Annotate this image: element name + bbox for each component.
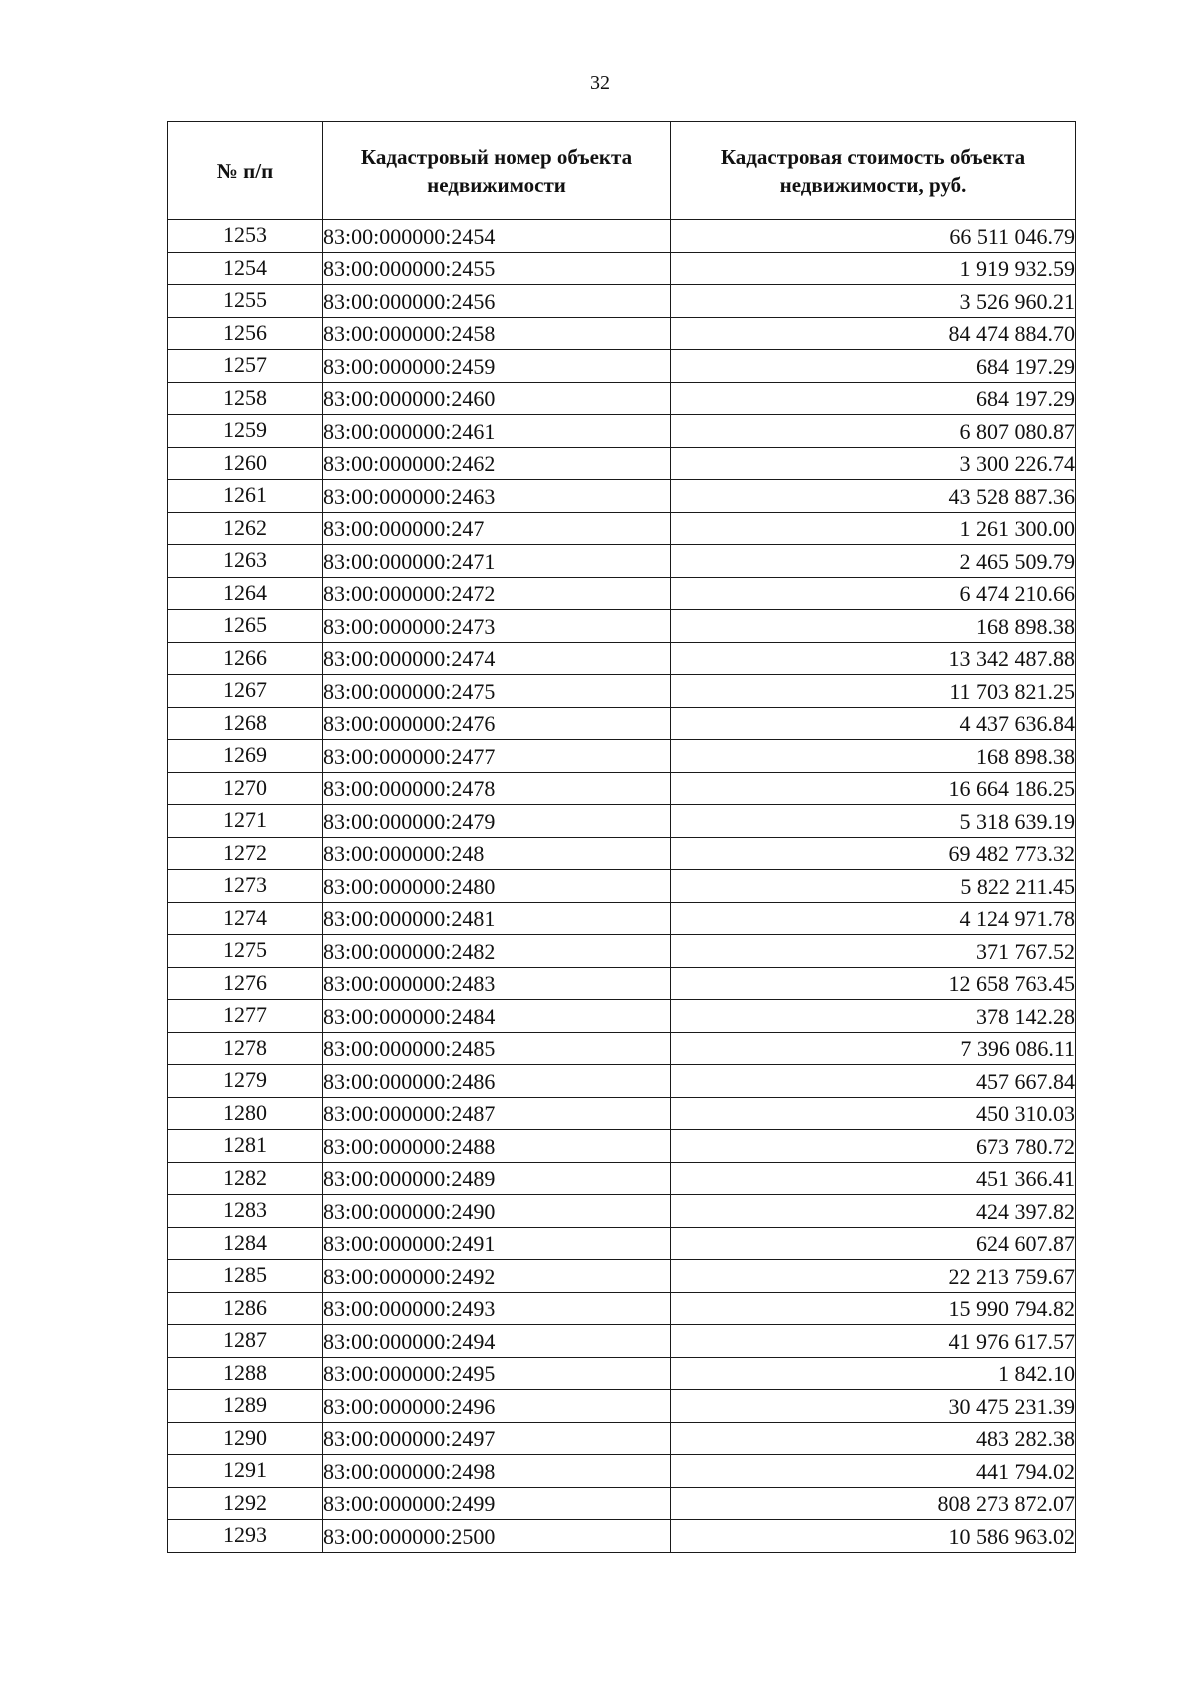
cadastral-number-cell: 83:00:000000:2496: [323, 1390, 671, 1423]
cadastral-value-cell: 10 586 963.02: [671, 1520, 1076, 1553]
table-row: [168, 1357, 1076, 1390]
table-row: [168, 480, 1076, 513]
table-row: [168, 610, 1076, 643]
row-number-cell: 1269: [168, 740, 323, 773]
cadastral-number-cell: 83:00:000000:2489: [323, 1162, 671, 1195]
row-number-cell: 1286: [168, 1292, 323, 1325]
cadastral-value-cell: 30 475 231.39: [671, 1390, 1076, 1423]
row-number-cell: 1264: [168, 577, 323, 610]
header-cadastral-value: Кадастровая стоимость объекта недвижимости, руб.: [671, 122, 1076, 220]
cadastral-number-cell: 83:00:000000:2483: [323, 967, 671, 1000]
header-number: № п/п: [168, 122, 323, 220]
table-row: [168, 1260, 1076, 1293]
row-number-cell: 1260: [168, 447, 323, 480]
cadastral-value-cell: 684 197.29: [671, 350, 1076, 383]
cadastral-number-cell: 83:00:000000:2461: [323, 415, 671, 448]
cadastral-number-cell: 83:00:000000:2478: [323, 772, 671, 805]
row-number-cell: 1254: [168, 252, 323, 285]
table-row: [168, 350, 1076, 383]
cadastral-number-cell: 83:00:000000:2459: [323, 350, 671, 383]
cadastral-number-cell: 83:00:000000:2455: [323, 252, 671, 285]
table-row: [168, 220, 1076, 253]
table-row: [168, 740, 1076, 773]
row-number-cell: 1288: [168, 1357, 323, 1390]
cadastral-value-cell: 84 474 884.70: [671, 317, 1076, 350]
table-row: [168, 1065, 1076, 1098]
table-row: [168, 870, 1076, 903]
row-number-cell: 1280: [168, 1097, 323, 1130]
header-cadastral-number: Кадастровый номер объекта недвижимости: [323, 122, 671, 220]
table-row: [168, 252, 1076, 285]
cadastral-number-cell: 83:00:000000:2490: [323, 1195, 671, 1228]
cadastral-value-cell: 13 342 487.88: [671, 642, 1076, 675]
row-number-cell: 1290: [168, 1422, 323, 1455]
cadastral-number-cell: 83:00:000000:2486: [323, 1065, 671, 1098]
row-number-cell: 1253: [168, 220, 323, 253]
cadastral-value-cell: 11 703 821.25: [671, 675, 1076, 708]
table-body: [168, 220, 1076, 1553]
row-number-cell: 1272: [168, 837, 323, 870]
row-number-cell: 1263: [168, 545, 323, 578]
cadastral-number-cell: 83:00:000000:2488: [323, 1130, 671, 1163]
cadastral-number-cell: 83:00:000000:2500: [323, 1520, 671, 1553]
cadastral-value-cell: 5 318 639.19: [671, 805, 1076, 838]
row-number-cell: 1275: [168, 935, 323, 968]
cadastral-value-cell: 43 528 887.36: [671, 480, 1076, 513]
row-number-cell: 1287: [168, 1325, 323, 1358]
row-number-cell: 1282: [168, 1162, 323, 1195]
table-row: [168, 837, 1076, 870]
cadastral-number-cell: 83:00:000000:2479: [323, 805, 671, 838]
cadastral-number-cell: 83:00:000000:2497: [323, 1422, 671, 1455]
table-header: [168, 122, 1076, 220]
row-number-cell: 1271: [168, 805, 323, 838]
row-number-cell: 1278: [168, 1032, 323, 1065]
cadastral-value-cell: 66 511 046.79: [671, 220, 1076, 253]
cadastral-value-cell: 3 526 960.21: [671, 285, 1076, 318]
cadastral-number-cell: 83:00:000000:2462: [323, 447, 671, 480]
cadastral-value-cell: 441 794.02: [671, 1455, 1076, 1488]
table-row: [168, 1487, 1076, 1520]
cadastral-number-cell: 83:00:000000:2474: [323, 642, 671, 675]
cadastral-value-cell: 16 664 186.25: [671, 772, 1076, 805]
row-number-cell: 1259: [168, 415, 323, 448]
row-number-cell: 1281: [168, 1130, 323, 1163]
cadastral-number-cell: 83:00:000000:2495: [323, 1357, 671, 1390]
table-row: [168, 1227, 1076, 1260]
cadastral-number-cell: 83:00:000000:2473: [323, 610, 671, 643]
row-number-cell: 1289: [168, 1390, 323, 1423]
table-row: [168, 1162, 1076, 1195]
row-number-cell: 1268: [168, 707, 323, 740]
cadastral-number-cell: 83:00:000000:2471: [323, 545, 671, 578]
table-row: [168, 707, 1076, 740]
row-number-cell: 1291: [168, 1455, 323, 1488]
table-row: [168, 1422, 1076, 1455]
table-row: [168, 772, 1076, 805]
cadastral-value-cell: 450 310.03: [671, 1097, 1076, 1130]
cadastral-number-cell: 83:00:000000:2482: [323, 935, 671, 968]
cadastral-number-cell: 83:00:000000:2480: [323, 870, 671, 903]
cadastral-number-cell: 83:00:000000:2487: [323, 1097, 671, 1130]
cadastral-value-cell: 7 396 086.11: [671, 1032, 1076, 1065]
cadastral-number-cell: 83:00:000000:2498: [323, 1455, 671, 1488]
table-row: [168, 1032, 1076, 1065]
cadastral-number-cell: 83:00:000000:2494: [323, 1325, 671, 1358]
cadastral-number-cell: 83:00:000000:2481: [323, 902, 671, 935]
cadastral-value-cell: 673 780.72: [671, 1130, 1076, 1163]
table-row: [168, 382, 1076, 415]
row-number-cell: 1276: [168, 967, 323, 1000]
cadastral-number-cell: 83:00:000000:247: [323, 512, 671, 545]
table-row: [168, 935, 1076, 968]
cadastral-value-cell: 1 842.10: [671, 1357, 1076, 1390]
cadastral-value-cell: 808 273 872.07: [671, 1487, 1076, 1520]
row-number-cell: 1258: [168, 382, 323, 415]
cadastral-value-cell: 4 437 636.84: [671, 707, 1076, 740]
row-number-cell: 1273: [168, 870, 323, 903]
table-row: [168, 1390, 1076, 1423]
cadastral-number-cell: 83:00:000000:2458: [323, 317, 671, 350]
cadastral-number-cell: 83:00:000000:2493: [323, 1292, 671, 1325]
row-number-cell: 1265: [168, 610, 323, 643]
cadastral-value-cell: 22 213 759.67: [671, 1260, 1076, 1293]
table-row: [168, 1520, 1076, 1553]
row-number-cell: 1279: [168, 1065, 323, 1098]
cadastral-value-cell: 15 990 794.82: [671, 1292, 1076, 1325]
cadastral-number-cell: 83:00:000000:2492: [323, 1260, 671, 1293]
table-row: [168, 545, 1076, 578]
table-row: [168, 577, 1076, 610]
cadastral-value-cell: 168 898.38: [671, 740, 1076, 773]
header-row: [168, 122, 1076, 220]
row-number-cell: 1262: [168, 512, 323, 545]
table-row: [168, 967, 1076, 1000]
cadastral-value-cell: 12 658 763.45: [671, 967, 1076, 1000]
cadastral-number-cell: 83:00:000000:2485: [323, 1032, 671, 1065]
cadastral-number-cell: 83:00:000000:2460: [323, 382, 671, 415]
table-row: [168, 1455, 1076, 1488]
table-row: [168, 1097, 1076, 1130]
page-number: 32: [590, 72, 610, 94]
row-number-cell: 1277: [168, 1000, 323, 1033]
row-number-cell: 1292: [168, 1487, 323, 1520]
cadastral-value-cell: 457 667.84: [671, 1065, 1076, 1098]
row-number-cell: 1293: [168, 1520, 323, 1553]
table-row: [168, 1195, 1076, 1228]
cadastral-number-cell: 83:00:000000:2456: [323, 285, 671, 318]
cadastral-number-cell: 83:00:000000:2475: [323, 675, 671, 708]
table-row: [168, 415, 1076, 448]
cadastral-number-cell: 83:00:000000:2477: [323, 740, 671, 773]
table-row: [168, 675, 1076, 708]
cadastral-value-cell: 424 397.82: [671, 1195, 1076, 1228]
cadastral-value-cell: 378 142.28: [671, 1000, 1076, 1033]
cadastral-value-table: [167, 121, 1076, 1553]
cadastral-value-cell: 168 898.38: [671, 610, 1076, 643]
cadastral-value-cell: 4 124 971.78: [671, 902, 1076, 935]
cadastral-value-cell: 483 282.38: [671, 1422, 1076, 1455]
table-row: [168, 902, 1076, 935]
cadastral-number-cell: 83:00:000000:248: [323, 837, 671, 870]
row-number-cell: 1266: [168, 642, 323, 675]
row-number-cell: 1255: [168, 285, 323, 318]
cadastral-number-cell: 83:00:000000:2491: [323, 1227, 671, 1260]
cadastral-number-cell: 83:00:000000:2484: [323, 1000, 671, 1033]
cadastral-value-cell: 684 197.29: [671, 382, 1076, 415]
table-row: [168, 447, 1076, 480]
table-row: [168, 285, 1076, 318]
row-number-cell: 1283: [168, 1195, 323, 1228]
table-row: [168, 1325, 1076, 1358]
cadastral-value-cell: 2 465 509.79: [671, 545, 1076, 578]
table-row: [168, 642, 1076, 675]
cadastral-value-cell: 41 976 617.57: [671, 1325, 1076, 1358]
table-row: [168, 1130, 1076, 1163]
cadastral-number-cell: 83:00:000000:2499: [323, 1487, 671, 1520]
cadastral-value-cell: 3 300 226.74: [671, 447, 1076, 480]
row-number-cell: 1285: [168, 1260, 323, 1293]
cadastral-value-cell: 624 607.87: [671, 1227, 1076, 1260]
cadastral-number-cell: 83:00:000000:2463: [323, 480, 671, 513]
cadastral-value-cell: 6 474 210.66: [671, 577, 1076, 610]
cadastral-value-cell: 371 767.52: [671, 935, 1076, 968]
cadastral-value-cell: 5 822 211.45: [671, 870, 1076, 903]
cadastral-value-cell: 451 366.41: [671, 1162, 1076, 1195]
cadastral-number-cell: 83:00:000000:2454: [323, 220, 671, 253]
row-number-cell: 1256: [168, 317, 323, 350]
table-row: [168, 512, 1076, 545]
row-number-cell: 1267: [168, 675, 323, 708]
table-row: [168, 805, 1076, 838]
cadastral-number-cell: 83:00:000000:2476: [323, 707, 671, 740]
cadastral-value-cell: 1 261 300.00: [671, 512, 1076, 545]
table-row: [168, 317, 1076, 350]
row-number-cell: 1261: [168, 480, 323, 513]
row-number-cell: 1257: [168, 350, 323, 383]
row-number-cell: 1284: [168, 1227, 323, 1260]
cadastral-value-cell: 1 919 932.59: [671, 252, 1076, 285]
table-row: [168, 1292, 1076, 1325]
row-number-cell: 1274: [168, 902, 323, 935]
cadastral-number-cell: 83:00:000000:2472: [323, 577, 671, 610]
cadastral-value-cell: 6 807 080.87: [671, 415, 1076, 448]
row-number-cell: 1270: [168, 772, 323, 805]
cadastral-value-cell: 69 482 773.32: [671, 837, 1076, 870]
table-row: [168, 1000, 1076, 1033]
